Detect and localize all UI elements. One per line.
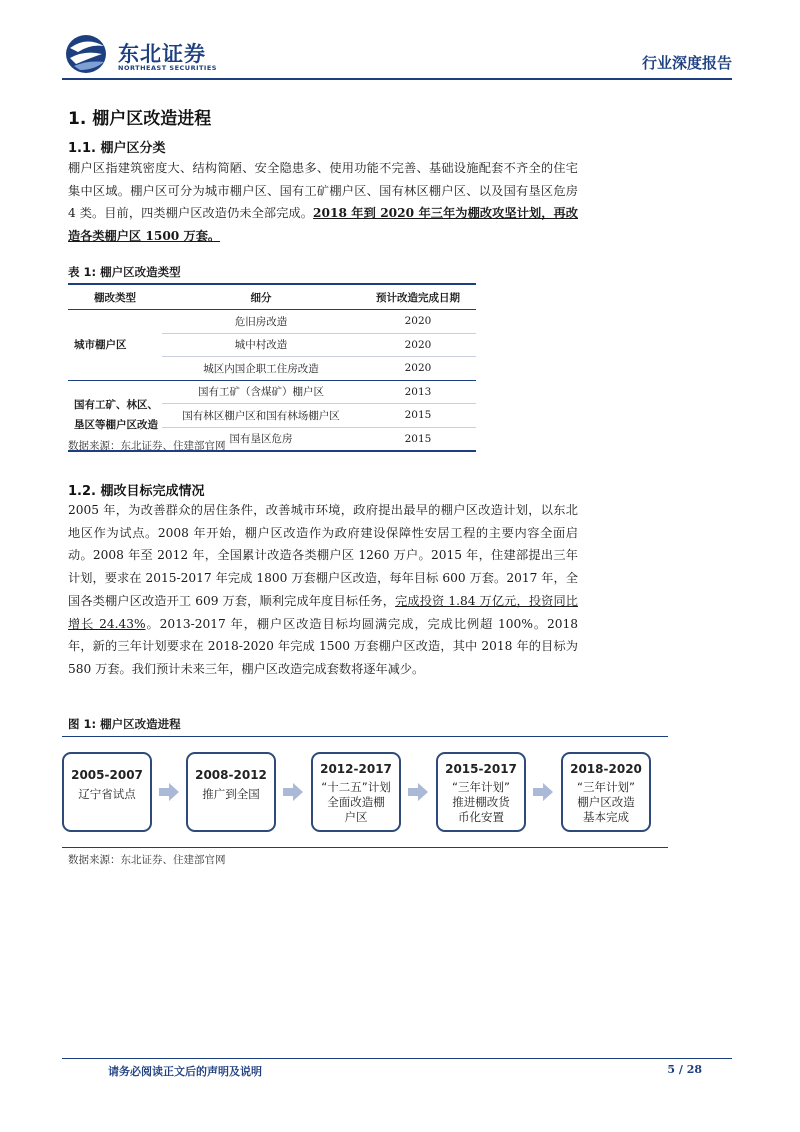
table-cell: 2020 — [360, 333, 476, 357]
stage-years: 2008-2012 — [195, 768, 267, 782]
stage-desc-line: 棚户区改造 — [577, 795, 635, 809]
stage-desc-line: 推进棚改货 — [452, 795, 510, 809]
brand-name-cn: 东北证券 — [118, 42, 206, 66]
table-caption: 表 1: 棚户区改造类型 — [68, 265, 181, 279]
table-category-cell: 城市棚户区 — [68, 310, 162, 381]
paragraph-classification — [68, 157, 578, 248]
stage-desc-line: 币化安置 — [458, 810, 504, 824]
stage-desc-line: “三年计划” — [577, 780, 635, 794]
timeline-stage — [186, 752, 276, 832]
stage-years: 2012-2017 — [320, 762, 392, 776]
stage-desc-line: 全面改造棚 — [327, 795, 385, 809]
paragraph-underlined: 完成投资 1.84 万亿元，投资同比增长 24.43% — [68, 593, 578, 631]
table-row — [68, 310, 476, 334]
timeline-stage — [311, 752, 401, 832]
stage-desc-line: “三年计划” — [452, 780, 510, 794]
arrow-right-icon — [408, 783, 428, 801]
table-cell: 2013 — [360, 380, 476, 404]
brand-name-en: NORTHEAST SECURITIES — [118, 64, 217, 72]
report-type: 行业深度报告 — [641, 54, 732, 72]
figure-caption: 图 1: 棚户区改造进程 — [68, 717, 181, 731]
table-cell: 2015 — [360, 404, 476, 428]
figure-top-rule — [62, 736, 668, 737]
renovation-types-table — [68, 283, 476, 452]
header-divider — [62, 78, 732, 80]
subsection-title-1-1: 1.1. 棚户区分类 — [68, 141, 166, 156]
table-cell: 2015 — [360, 427, 476, 451]
table-header-cell: 细分 — [162, 284, 360, 310]
table-row — [68, 380, 476, 404]
timeline-stage — [62, 752, 152, 832]
page-number: 5 / 28 — [667, 1063, 702, 1076]
table-header-cell: 棚改类型 — [68, 284, 162, 310]
table-cell: 危旧房改造 — [162, 310, 360, 334]
company-logo — [62, 32, 222, 76]
timeline-stage — [561, 752, 651, 832]
arrow-right-icon — [283, 783, 303, 801]
arrow-right-icon — [159, 783, 179, 801]
table-header-row — [68, 284, 476, 310]
table-category-cell: 国有工矿、林区、垦区等棚户区改造 — [68, 380, 162, 451]
timeline-stage — [436, 752, 526, 832]
subsection-title-1-2: 1.2. 棚改目标完成情况 — [68, 484, 205, 499]
footer-divider — [62, 1058, 732, 1059]
stage-desc: 推广到全国 — [202, 787, 260, 801]
paragraph-text: 棚户区指建筑密度大、结构简陋、安全隐患多、使用功能不完善、基础设施配套不齐全的住宅集中区域。棚户区可分为城市棚户区、国有工矿棚户区、国有林区棚户区、以及国有垦区危房 4 类。目前，四类棚户区改造仍未全部完成。 — [68, 161, 578, 221]
section-title: 1. 棚户区改造进程 — [68, 109, 212, 129]
page-header — [62, 32, 732, 78]
stage-desc: 辽宁省试点 — [78, 787, 136, 801]
table-cell: 2020 — [360, 357, 476, 381]
table-source-note: 数据来源：东北证券、住建部官网 — [68, 440, 226, 452]
table-cell: 2020 — [360, 310, 476, 334]
table-cell: 城中村改造 — [162, 333, 360, 357]
table-cell: 国有垦区危房 — [162, 427, 360, 451]
stage-desc-line: 基本完成 — [583, 810, 629, 824]
table-cell: 国有林区棚户区和国有林场棚户区 — [162, 404, 360, 428]
stage-years: 2015-2017 — [445, 762, 517, 776]
footer-disclaimer: 请务必阅读正文后的声明及说明 — [108, 1065, 262, 1078]
figure-bottom-rule — [62, 847, 668, 848]
table-header-cell: 预计改造完成日期 — [360, 284, 476, 310]
paragraph-text: 。2013-2017 年，棚户区改造目标均圆满完成，完成比例超 100%。2018 年，新的三年计划要求在 2018-2020 年完成 1500 万套棚户区改造，其中 2018 年的目标为 580 万套。我们预计未来三年，棚户区改造完成套数将逐年减少。 — [68, 616, 578, 676]
paragraph-targets — [68, 499, 578, 681]
paragraph-text: 2005 年，为改善群众的居住条件，改善城市环境，政府提出最早的棚户区改造计划，以东北地区作为试点。2008 年开始，棚户区改造作为政府建设保障性安居工程的主要内容全面启动。2008 年至 2012 年，全国累计改造各类棚户区 1260 万户。2015 年，住建部提出三年计划，要求在 2015-2017 年完成 1800 万套棚户区改造，每年目标 600 万套。2017 年，全国各类棚户区改造开工 609 万套，顺利完成年度目标任务， — [68, 503, 578, 608]
stage-years: 2005-2007 — [71, 768, 143, 782]
paragraph-emphasis: 2018 年到 2020 年三年为棚改攻坚计划，再改造各类棚户区 1500 万套。 — [68, 206, 578, 244]
table-cell: 国有工矿（含煤矿）棚户区 — [162, 380, 360, 404]
arrow-right-icon — [533, 783, 553, 801]
stage-desc-line: “十二五”计划 — [321, 780, 391, 794]
table-cell: 城区内国企职工住房改造 — [162, 357, 360, 381]
stage-years: 2018-2020 — [570, 762, 642, 776]
figure-source-note: 数据来源：东北证券、住建部官网 — [68, 854, 226, 866]
logo-emblem-icon — [64, 32, 112, 76]
stage-desc-line: 户区 — [344, 810, 368, 824]
